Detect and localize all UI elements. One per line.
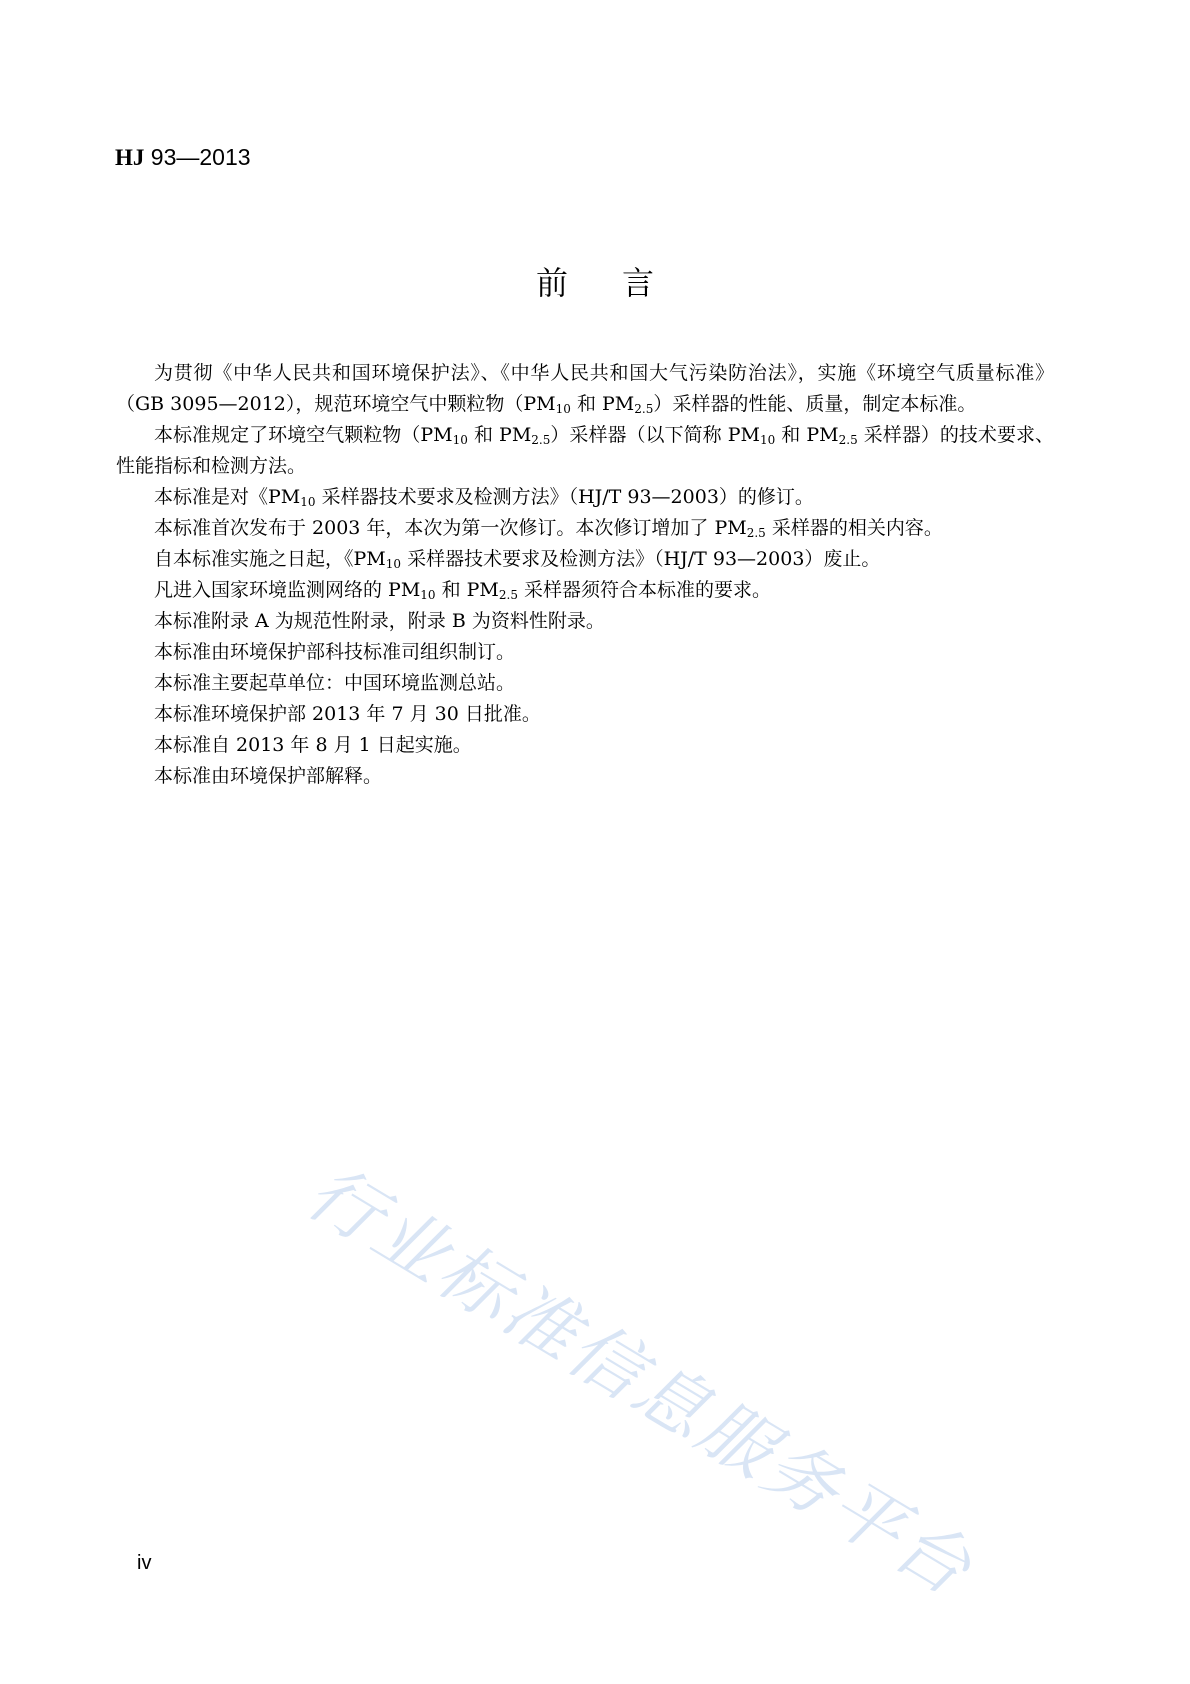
paragraph-text: 本标准由环境保护部解释。 [154,765,383,787]
paragraph-text: 采样器技术要求及检测方法》（HJ/T 93—2003）废止。 [401,548,881,570]
paragraph [116,358,1054,420]
paragraph [116,420,1054,482]
paragraph-text: 本标准是对《PM [154,486,301,508]
subscript: 10 [420,588,436,602]
subscript: 2.5 [634,402,654,416]
paragraph [116,699,1054,730]
foreword-body [116,358,1054,792]
paragraph-text: 本标准首次发布于 2003 年，本次为第一次修订。本次修订增加了 PM [154,517,747,539]
subscript: 2.5 [498,588,518,602]
subscript: 10 [452,433,468,447]
paragraph-text: 和 PM [467,424,532,446]
paragraph [116,544,1054,575]
paragraph [116,575,1054,606]
page-title: 前言 [535,264,708,302]
paragraph-text: 采样器须符合本标准的要求。 [517,579,772,601]
subscript: 2.5 [838,433,858,447]
paragraph [116,668,1054,699]
paragraph [116,513,1054,544]
subscript: 10 [759,433,776,447]
paragraph [116,606,1054,637]
subscript: 10 [385,557,402,571]
paragraph-text: 本标准附录 A 为规范性附录，附录 B 为资料性附录。 [154,610,605,632]
paragraph-text: 本标准由环境保护部科技标准司组织制订。 [154,641,516,663]
paragraph-text: 采样器的相关内容。 [765,517,943,539]
paragraph-text: 和 PM [435,579,499,601]
paragraph-text: 采样器技术要求及检测方法》（HJ/T 93—2003）的修订。 [315,486,814,508]
paragraph-text: 和 PM [570,393,635,415]
subscript: 2.5 [531,433,551,447]
paragraph-text: 本标准规定了环境空气颗粒物（PM [154,424,453,446]
paragraph-text: 自本标准实施之日起，《PM [154,548,386,570]
subscript: 2.5 [746,526,766,540]
document-code [115,144,251,171]
paragraph-text: 凡进入国家环境监测网络的 PM [154,579,421,601]
paragraph-text: 采样器）的技术要求、性能指标和检测方法。 [116,424,1055,477]
watermark: 行业标准信息服务平台 [293,1149,989,1613]
paragraph-text: 本标准自 2013 年 8 月 1 日起实施。 [154,734,472,756]
paragraph [116,730,1054,761]
page-number: iv [137,1552,152,1574]
subscript: 10 [300,495,316,509]
paragraph-text: 和 PM [775,424,839,446]
paragraph [116,637,1054,668]
subscript: 10 [555,402,571,416]
paragraph [116,482,1054,513]
paragraph-text: 本标准主要起草单位：中国环境监测总站。 [154,672,516,694]
paragraph-text: 为贯彻《中华人民共和国环境保护法》、《中华人民共和国大气污染防治法》，实施《环境空气质量标准》（GB 3095—2012），规范环境空气中颗粒物（PM [116,362,1054,415]
paragraph-text: ）采样器的性能、质量，制定本标准。 [653,393,977,415]
standard-prefix: HJ [115,145,145,170]
paragraph-text: ）采样器（以下简称 PM [550,424,760,446]
paragraph-text: 本标准环境保护部 2013 年 7 月 30 日批准。 [154,703,541,725]
standard-number: 93—2013 [150,144,251,170]
paragraph [116,761,1054,792]
